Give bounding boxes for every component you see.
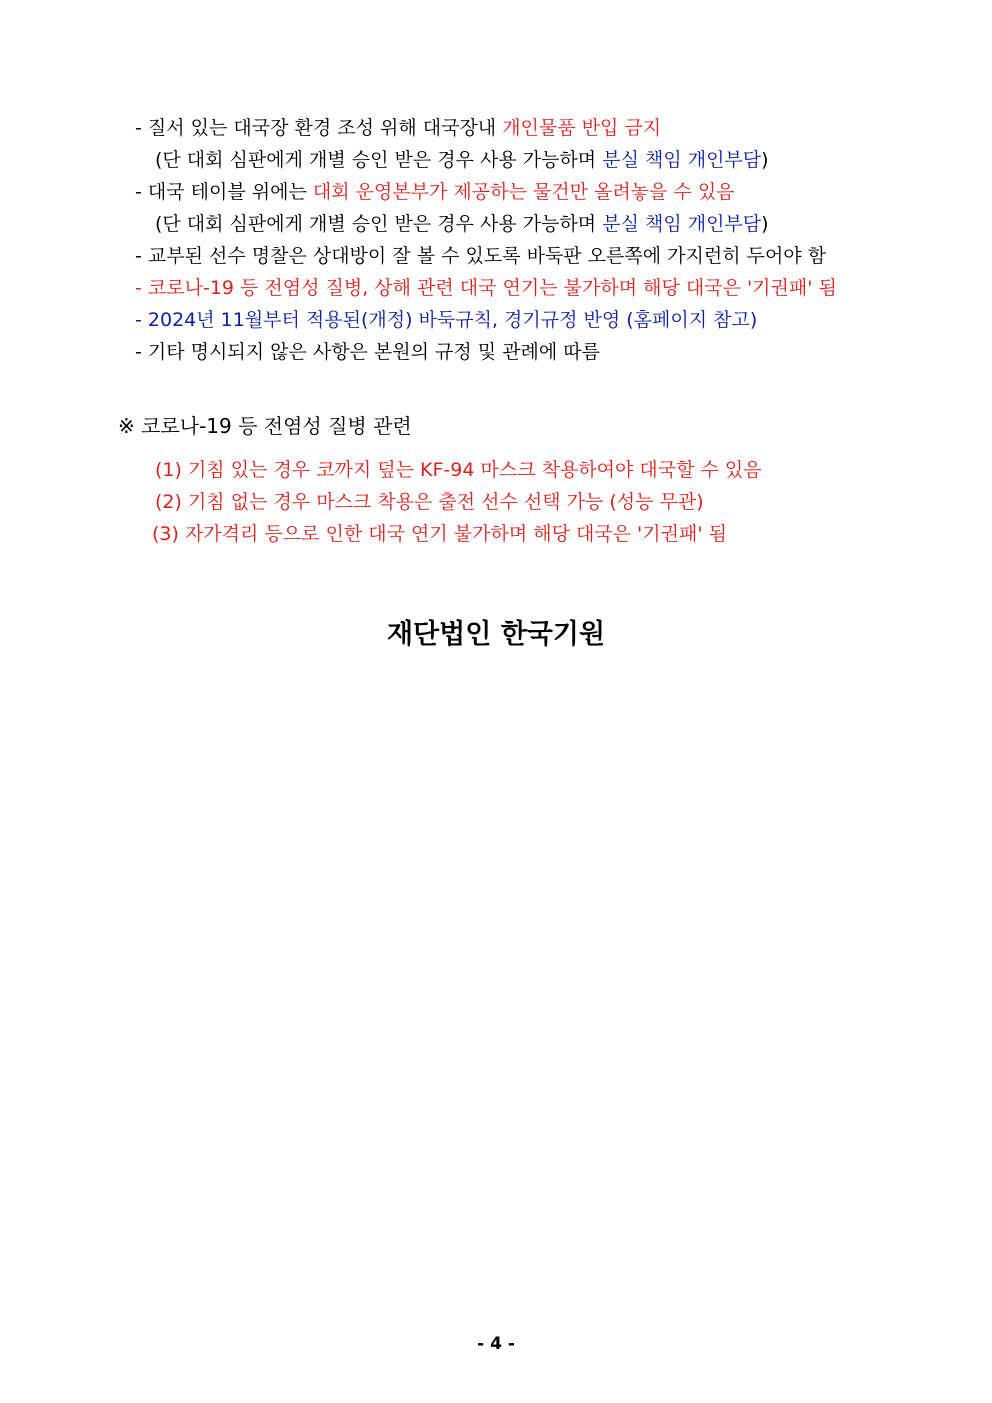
rule-text-suffix: )	[761, 213, 769, 235]
rule-table-items	[135, 178, 735, 206]
rule-postponement: - 코로나-19 등 전염성 질병, 상해 관련 대국 연기는 불가하며 해당 대국은 '기권패' 됨	[135, 277, 837, 299]
covid-item-2: (2) 기침 없는 경우 마스크 착용은 출전 선수 선택 가능 (성능 무관)	[155, 491, 704, 513]
organization-name: 재단법인 한국기원	[386, 619, 606, 650]
covid-item-3: (3) 자가격리 등으로 인한 대국 연기 불가하며 해당 대국은 '기권패' 됨	[152, 523, 727, 545]
rule-highlight: 분실 책임 개인부담	[602, 213, 762, 235]
rule-personal-items-note	[155, 146, 769, 174]
covid-item-1: (1) 기침 있는 경우 코까지 덮는 KF-94 마스크 착용하여야 대국할 수 있음	[155, 459, 762, 481]
rule-rules-update: - 2024년 11월부터 적용된(개정) 바둑규칙, 경기규정 반영 (홈페이지 참고)	[135, 309, 758, 331]
rule-text: - 대국 테이블 위에는	[135, 181, 313, 203]
rule-highlight: 분실 책임 개인부담	[602, 149, 762, 171]
rule-text: - 질서 있는 대국장 환경 조성 위해 대국장내	[135, 117, 503, 139]
rule-table-items-note	[155, 210, 769, 238]
rule-other: - 기타 명시되지 않은 사항은 본원의 규정 및 관례에 따름	[135, 341, 601, 363]
covid-heading: ※ 코로나-19 등 전염성 질병 관련	[118, 414, 412, 438]
rule-text: (단 대회 심판에게 개별 승인 받은 경우 사용 가능하며	[155, 213, 603, 235]
page-number: - 4 -	[477, 1334, 515, 1354]
rule-personal-items	[135, 114, 661, 142]
rule-highlight: 개인물품 반입 금지	[502, 117, 662, 139]
rule-text-suffix: )	[761, 149, 769, 171]
rule-text: (단 대회 심판에게 개별 승인 받은 경우 사용 가능하며	[155, 149, 603, 171]
rule-name-tag: - 교부된 선수 명찰은 상대방이 잘 볼 수 있도록 바둑판 오른쪽에 가지런히 두어야 함	[135, 245, 827, 267]
rule-highlight: 대회 운영본부가 제공하는 물건만 올려놓을 수 있음	[312, 181, 735, 203]
